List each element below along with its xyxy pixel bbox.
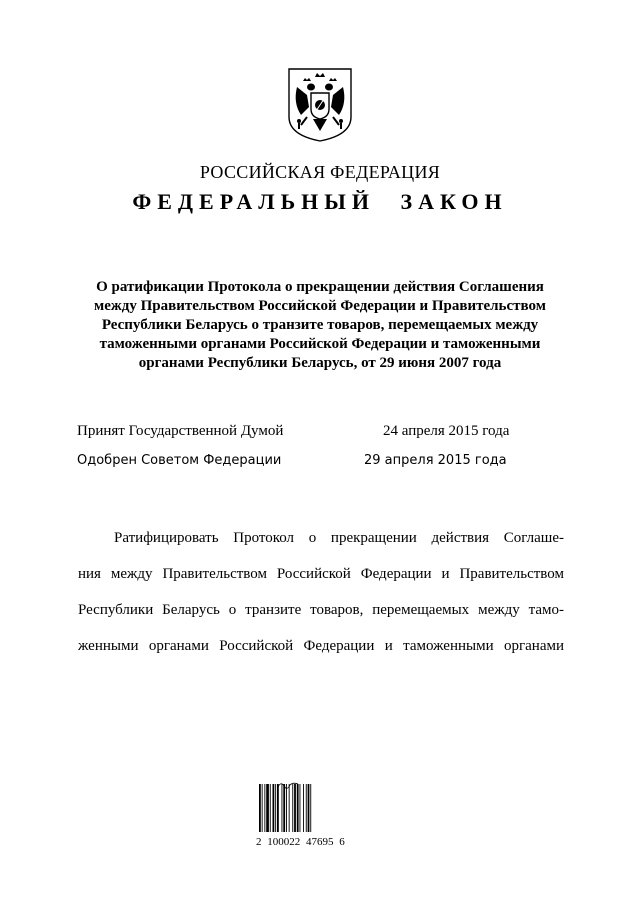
barcode-bar (282, 784, 283, 832)
barcode-bar (277, 784, 279, 832)
barcode-bar (266, 784, 269, 832)
barcode-bar (270, 784, 271, 832)
law-title (80, 278, 560, 373)
barcode-bar (289, 784, 290, 832)
barcode-bar (259, 784, 261, 832)
barcode-bar (283, 784, 285, 832)
barcode-bar (308, 784, 310, 832)
law-title-line: таможенными органами Российской Федерации и таможенными (99, 336, 541, 352)
body-line: женными органами Российской Федерации и таможенными органами (78, 638, 564, 654)
barcode-bar (310, 784, 311, 832)
council-approval-date: 29 апреля 2015 года (364, 453, 507, 468)
duma-adoption-date: 24 апреля 2015 года (383, 423, 510, 439)
body-line: ния между Правительством Российской Федерации и Правительством (78, 566, 564, 582)
barcode-bar (273, 784, 275, 832)
barcode-bar (294, 784, 296, 832)
barcode-bar (303, 784, 304, 832)
barcode-bars-icon (258, 784, 336, 832)
barcode-bar (297, 784, 299, 832)
law-body (78, 528, 564, 672)
barcode-bar (262, 784, 263, 832)
barcode-bar (292, 784, 293, 832)
state-emblem-icon (287, 67, 353, 143)
duma-adoption-label: Принят Государственной Думой (77, 423, 284, 439)
barcode (258, 784, 336, 832)
barcode-bar (300, 784, 301, 832)
law-title-line: О ратификации Протокола о прекращении действия Соглашения (96, 279, 544, 295)
law-title-line: Республики Беларусь о транзите товаров, перемещаемых между (101, 317, 539, 333)
barcode-number: 2 100022 47695 6 (256, 836, 345, 848)
country-name: РОССИЙСКАЯ ФЕДЕРАЦИЯ (199, 162, 441, 182)
council-approval-label: Одобрен Советом Федерации (77, 453, 282, 468)
law-title-line: между Правительством Российской Федерации и Правительством (94, 298, 546, 314)
barcode-bar (264, 784, 265, 832)
barcode-bar (275, 784, 276, 832)
barcode-bar (306, 784, 307, 832)
body-line: Республики Беларусь о транзите товаров, перемещаемых между тамо- (78, 602, 564, 618)
document-type: ФЕДЕРАЛЬНЫЙ ЗАКОН (132, 189, 508, 214)
law-title-line: органами Республики Беларусь, от 29 июня 2007 года (138, 355, 502, 371)
body-line: Ратифицировать Протокол о прекращении действия Соглаше- (114, 530, 564, 546)
barcode-bar (286, 784, 287, 832)
